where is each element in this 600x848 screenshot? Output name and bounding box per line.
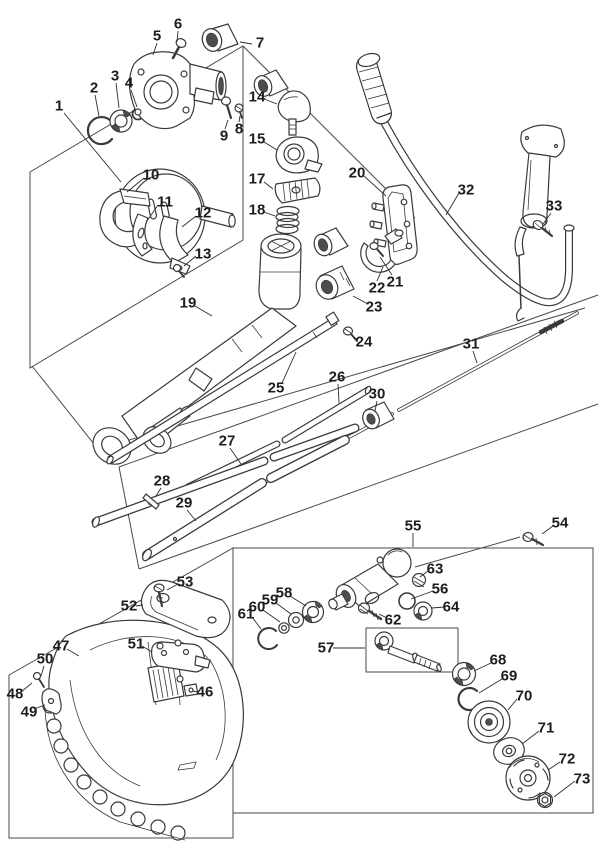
part-20-mount-plate <box>370 185 417 264</box>
part-15-clamp-half <box>276 137 322 173</box>
part-label-23: 23 <box>365 298 383 316</box>
part-label-28: 28 <box>153 472 171 490</box>
part-label-27: 27 <box>218 432 236 450</box>
part-label-47: 47 <box>52 637 70 655</box>
part-label-46: 46 <box>196 683 214 701</box>
part-label-55: 55 <box>404 517 422 535</box>
part-label-14: 14 <box>248 88 266 106</box>
part-label-5: 5 <box>152 27 162 45</box>
part-label-2: 2 <box>89 79 99 97</box>
part-label-1: 1 <box>54 97 64 115</box>
part-label-59: 59 <box>261 591 279 609</box>
part-label-30: 30 <box>368 385 386 403</box>
part-label-69: 69 <box>500 667 518 685</box>
part-23-sleeve <box>313 266 354 303</box>
part-label-71: 71 <box>537 719 555 737</box>
leader-line-17 <box>264 182 273 189</box>
part-label-56: 56 <box>431 580 449 598</box>
leader-line-26 <box>338 384 339 403</box>
part-label-53: 53 <box>176 573 194 591</box>
part-64-ring <box>414 602 432 620</box>
leader-line-3 <box>116 83 119 108</box>
tube-band-lower-line <box>139 404 598 569</box>
part-7-bushing <box>199 24 238 54</box>
leader-line-19 <box>195 306 212 316</box>
leader-line-15 <box>264 142 277 150</box>
part-label-18: 18 <box>248 201 266 219</box>
part-label-52: 52 <box>120 597 138 615</box>
tube-band-left-edge <box>119 467 139 569</box>
part-label-3: 3 <box>110 67 120 85</box>
part-label-73: 73 <box>573 770 591 788</box>
part-label-11: 11 <box>157 193 173 211</box>
part-label-68: 68 <box>489 651 507 669</box>
part-48-screw <box>34 673 45 688</box>
part-label-20: 20 <box>348 164 366 182</box>
leader-line-69 <box>479 679 502 693</box>
part-5-clutch-housing <box>129 52 226 129</box>
leader-line-71 <box>522 731 539 744</box>
part-label-60: 60 <box>248 598 266 616</box>
part-label-6: 6 <box>173 15 183 33</box>
part-label-21: 21 <box>386 273 404 291</box>
part-label-63: 63 <box>426 560 444 578</box>
part-63-plug <box>413 574 426 588</box>
leader-line-7 <box>240 42 252 44</box>
leader-line-60 <box>263 610 280 622</box>
part-label-9: 9 <box>219 127 229 145</box>
part-label-32: 32 <box>457 181 475 199</box>
part-label-17: 17 <box>248 170 266 188</box>
part-8-screw <box>235 104 243 118</box>
part-label-33: 33 <box>545 197 563 215</box>
part-label-19: 19 <box>179 294 197 312</box>
part-54-screw <box>523 533 543 546</box>
part-label-13: 13 <box>194 245 212 263</box>
part-label-10: 10 <box>142 166 160 184</box>
leader-line-18 <box>264 212 275 216</box>
leader-line-56 <box>411 591 433 599</box>
part-73-nut <box>538 793 553 808</box>
leader-line-14 <box>264 99 277 104</box>
part-label-58: 58 <box>275 584 293 602</box>
part-3-ball-bearing <box>110 110 132 132</box>
part-47-guard <box>49 620 243 804</box>
part-label-8: 8 <box>234 120 244 138</box>
part-label-49: 49 <box>20 703 38 721</box>
part-label-62: 62 <box>384 611 402 629</box>
part-57-spindle <box>375 632 442 672</box>
part-9-bolt <box>222 97 232 118</box>
part-label-25: 25 <box>267 379 285 397</box>
part-label-54: 54 <box>551 514 569 532</box>
part-14-wing-knob <box>278 91 310 135</box>
part-18-spring <box>276 207 299 234</box>
part-59-washer <box>289 613 304 628</box>
part-label-50: 50 <box>36 650 54 668</box>
part-60-ring <box>279 623 289 633</box>
part-17-clamp-upper <box>275 178 320 203</box>
part-label-72: 72 <box>558 750 576 768</box>
part-label-29: 29 <box>175 494 193 512</box>
part-56-o-ring <box>399 593 415 609</box>
part-label-61: 61 <box>237 605 255 623</box>
part-62-bolt <box>359 603 382 620</box>
part-label-26: 26 <box>328 368 346 386</box>
leader-line-31 <box>473 351 477 363</box>
part-label-24: 24 <box>355 333 373 351</box>
part-61-snap-ring <box>258 628 277 649</box>
part-label-31: 31 <box>462 335 480 353</box>
leader-line-2 <box>95 95 99 116</box>
part-label-57: 57 <box>317 639 335 657</box>
part-68-bearing <box>453 663 476 686</box>
part-label-70: 70 <box>515 687 533 705</box>
leader-line-29 <box>187 510 196 521</box>
leader-line-50 <box>41 666 44 676</box>
part-label-7: 7 <box>255 34 265 52</box>
part-label-48: 48 <box>6 685 24 703</box>
leader-line-73 <box>554 781 575 797</box>
part-label-4: 4 <box>124 74 134 92</box>
part-22b-sleeve <box>311 228 348 258</box>
part-label-22: 22 <box>368 279 386 297</box>
part-label-12: 12 <box>194 204 212 222</box>
part-label-51: 51 <box>127 635 145 653</box>
leader-line-68 <box>474 663 491 671</box>
part-label-64: 64 <box>442 598 460 616</box>
part-label-15: 15 <box>248 130 266 148</box>
leader-line-58 <box>290 596 306 606</box>
part-58-bearing <box>303 601 324 623</box>
part-70-cup-washer <box>468 701 510 743</box>
